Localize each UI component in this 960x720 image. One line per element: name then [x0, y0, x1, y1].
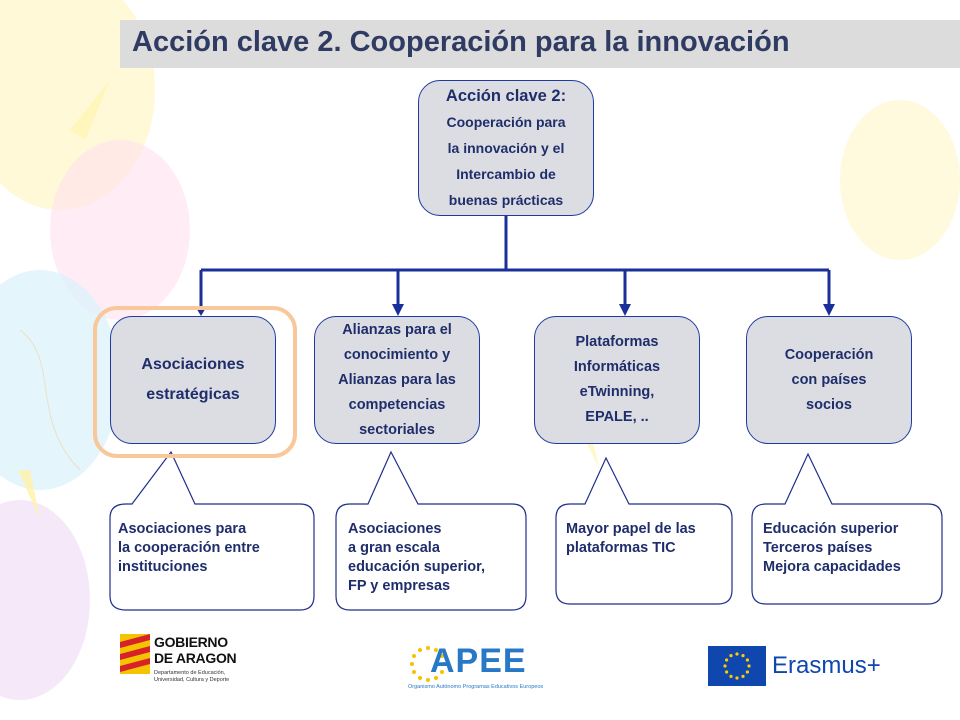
gov-name-line-2: DE ARAGON: [154, 650, 237, 666]
erasmus-name: Erasmus+: [772, 652, 881, 679]
category-plataformas: [534, 316, 700, 444]
category-line: Plataformas: [575, 334, 659, 350]
category-line: eTwinning,: [579, 384, 655, 400]
callout-line: la cooperación entre: [118, 540, 260, 556]
category-line: socios: [806, 396, 852, 413]
category-asociaciones-estrategicas: [110, 316, 276, 444]
callout-line: Asociaciones: [348, 521, 442, 537]
balloon-decoration: [0, 500, 90, 700]
category-line: sectoriales: [359, 421, 435, 438]
callout-line: Asociaciones para: [118, 521, 247, 537]
callout-line: instituciones: [118, 559, 208, 575]
root-heading: Acción clave 2:: [445, 87, 567, 105]
aragon-shield-icon: [120, 634, 150, 674]
gobierno-aragon-logo: [120, 632, 270, 692]
callout-line: Mejora capacidades: [763, 559, 901, 575]
apee-name: APEE: [430, 642, 527, 680]
gov-name-line-1: GOBIERNO: [154, 634, 228, 650]
callout-text-1: [118, 520, 260, 577]
root-line: Intercambio de: [456, 166, 556, 182]
gov-dept-line-2: Universidad, Cultura y Deporte: [154, 677, 230, 683]
callout-line: plataformas TIC: [566, 540, 676, 556]
category-line: EPALE, ..: [585, 409, 649, 425]
category-alianzas: [314, 316, 480, 444]
gov-dept-line-1: Departamento de Educación,: [154, 670, 226, 676]
category-line: competencias: [348, 396, 446, 413]
callout-text-2: [348, 520, 485, 596]
root-line: Cooperación para: [446, 114, 566, 130]
erasmus-logo: [708, 646, 908, 688]
category-line: Cooperación: [784, 346, 874, 363]
balloon-decoration: [840, 100, 960, 260]
eu-flag-icon: [708, 646, 766, 686]
category-line: Informáticas: [573, 359, 661, 375]
title-bar: [120, 20, 960, 68]
page-title: Acción clave 2. Cooperación para la innovación: [132, 26, 790, 58]
root-node: [418, 80, 594, 216]
category-line: Alianzas para las: [338, 371, 456, 388]
callout-text-4: [763, 520, 901, 577]
category-line: Asociaciones: [141, 356, 245, 373]
arrowhead: [823, 304, 835, 316]
connector-tree: [201, 216, 829, 306]
callout-line: educación superior,: [348, 559, 485, 575]
root-line: la innovación y el: [447, 140, 565, 156]
callout-line: Terceros países: [763, 540, 873, 556]
callout-line: a gran escala: [348, 540, 440, 556]
category-cooperacion-paises: [746, 316, 912, 444]
arrowhead: [619, 304, 631, 316]
apee-subtitle: Organismo Autónomo Programas Educativos Europeos: [408, 684, 544, 690]
callout-text-3: [566, 520, 696, 558]
callout-line: FP y empresas: [348, 578, 451, 594]
callout-line: Mayor papel de las: [566, 521, 696, 537]
root-line: buenas prácticas: [448, 192, 564, 208]
arrowhead: [392, 304, 404, 316]
callout-line: Educación superior: [763, 521, 899, 537]
category-line: conocimiento y: [343, 346, 451, 363]
category-line: Alianzas para el: [342, 321, 452, 338]
category-line: estratégicas: [146, 386, 240, 403]
apee-logo: [408, 640, 568, 696]
category-line: con países: [791, 371, 867, 388]
